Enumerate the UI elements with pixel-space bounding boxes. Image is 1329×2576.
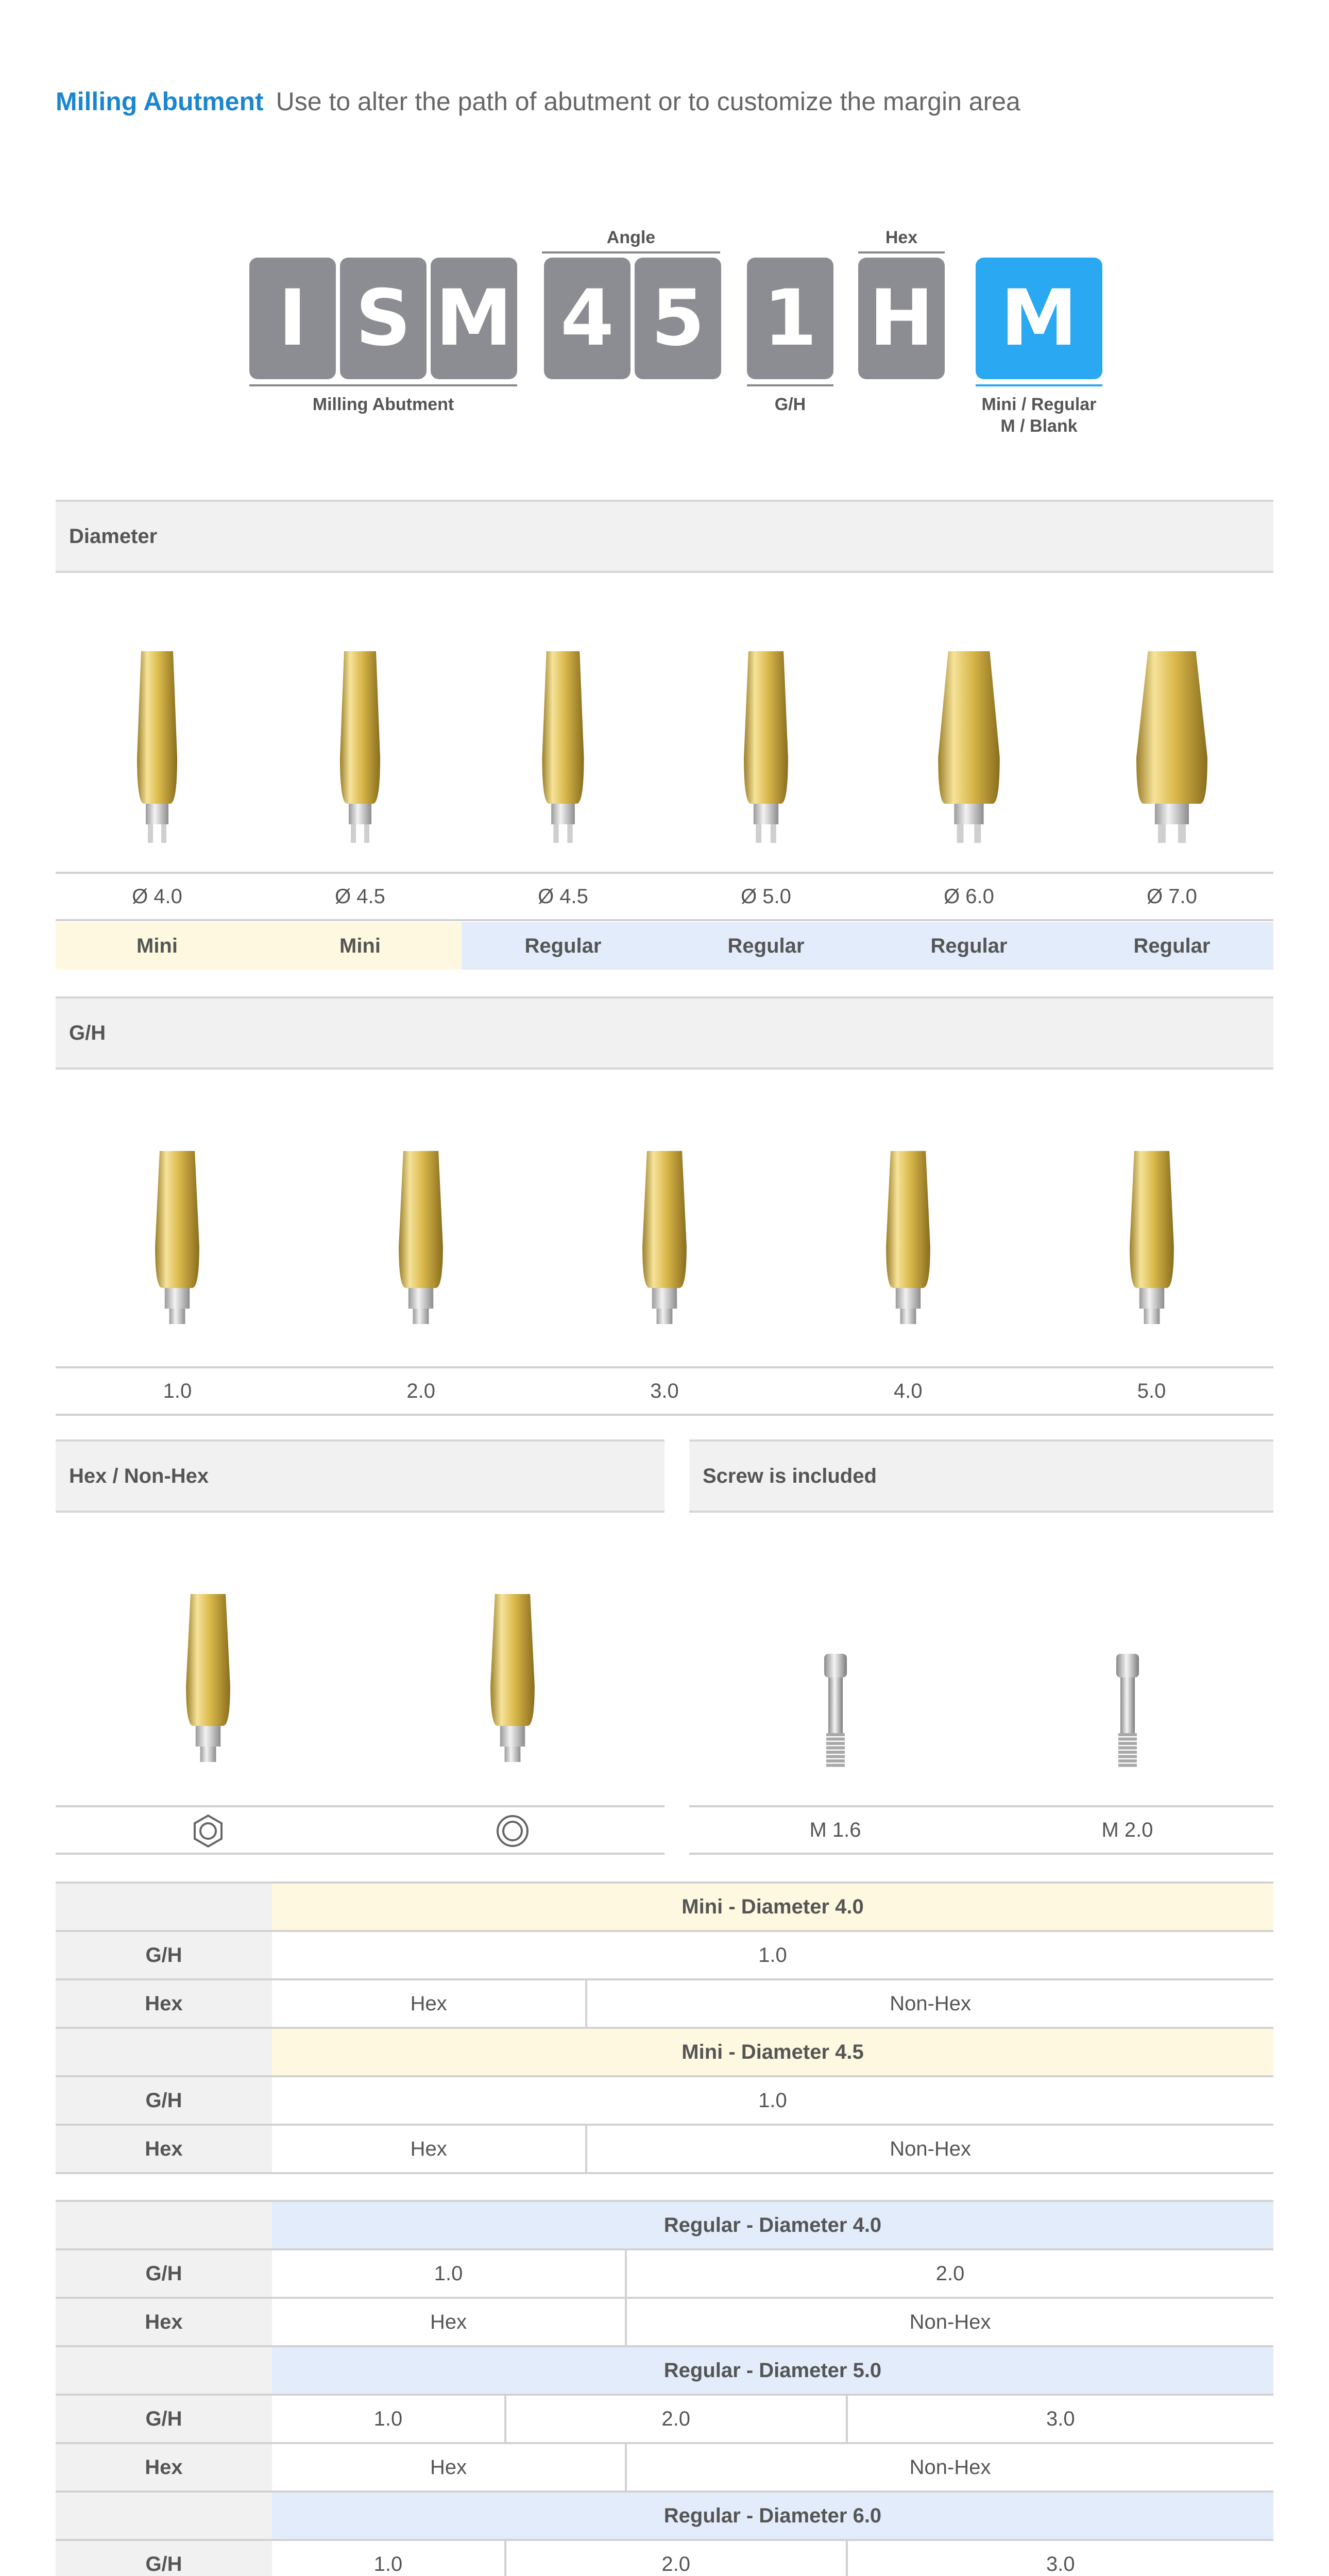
code-letter-7: H bbox=[858, 258, 945, 379]
abutment-image bbox=[664, 618, 867, 866]
gh-values bbox=[56, 1366, 1273, 1416]
abutment-image bbox=[299, 1144, 543, 1360]
type-regular: Regular bbox=[462, 922, 664, 970]
abutment-image bbox=[786, 1144, 1030, 1360]
screw-image bbox=[689, 1587, 981, 1803]
code-letter-4: 4 bbox=[544, 258, 631, 379]
screw-image bbox=[981, 1587, 1273, 1803]
type-mini: Mini bbox=[56, 922, 259, 970]
hex-cell: Hex bbox=[272, 2125, 586, 2173]
gh-cell: 3.0 bbox=[847, 2395, 1273, 2443]
gh-cell: 3.0 bbox=[847, 2540, 1273, 2576]
diameter-values bbox=[56, 872, 1273, 921]
gh-cell: 1.0 bbox=[272, 2076, 1273, 2125]
abutment-image bbox=[56, 618, 259, 866]
angle-line bbox=[542, 251, 720, 253]
blank-cell bbox=[56, 2346, 272, 2395]
gh-heading: G/H bbox=[56, 996, 1273, 1070]
diameter-images bbox=[56, 618, 1273, 866]
abutment-image bbox=[360, 1587, 664, 1803]
gh-value: 5.0 bbox=[1137, 1380, 1166, 1402]
row-key: Hex bbox=[56, 2125, 272, 2173]
hex-line bbox=[858, 251, 945, 253]
title-label: Milling Abutment bbox=[56, 87, 264, 116]
row-key: G/H bbox=[56, 1931, 272, 1979]
type-caption-2: M / Blank bbox=[1000, 416, 1078, 436]
abutment-image bbox=[56, 1587, 360, 1803]
gh-value: 1.0 bbox=[163, 1380, 192, 1402]
row-key: Hex bbox=[56, 1979, 272, 2028]
row-key: G/H bbox=[56, 2249, 272, 2298]
gh-caption: G/H bbox=[774, 395, 806, 414]
code-letter-3: M bbox=[431, 258, 517, 379]
milling-caption: Milling Abutment bbox=[312, 395, 454, 414]
screw-heading: Screw is included bbox=[689, 1439, 1273, 1513]
type-mini: Mini bbox=[259, 922, 462, 970]
blank-cell bbox=[56, 2028, 272, 2076]
gh-cell: 1.0 bbox=[272, 2395, 505, 2443]
hex-cell: Non-Hex bbox=[586, 2125, 1273, 2173]
abutment-image bbox=[543, 1144, 787, 1360]
diameter-value: Ø 7.0 bbox=[1147, 885, 1197, 908]
row-key: G/H bbox=[56, 2076, 272, 2125]
page-title bbox=[56, 87, 1020, 116]
gh-value: 4.0 bbox=[893, 1380, 923, 1402]
table-title: Mini - Diameter 4.5 bbox=[272, 2028, 1273, 2076]
milling-line bbox=[249, 384, 517, 386]
type-regular: Regular bbox=[1070, 922, 1273, 970]
gh-line bbox=[747, 384, 833, 386]
blank-cell bbox=[56, 1883, 272, 1931]
hex-images bbox=[56, 1587, 664, 1803]
diameter-value: Ø 4.5 bbox=[335, 885, 385, 908]
code-letter-2: S bbox=[340, 258, 427, 379]
blank-cell bbox=[56, 2201, 272, 2249]
table-title: Regular - Diameter 6.0 bbox=[272, 2492, 1273, 2540]
row-key: Hex bbox=[56, 2443, 272, 2492]
row-key: G/H bbox=[56, 2395, 272, 2443]
diameter-heading: Diameter bbox=[56, 500, 1273, 573]
diameter-value: Ø 6.0 bbox=[944, 885, 994, 908]
abutment-image bbox=[462, 618, 664, 866]
type-regular: Regular bbox=[664, 922, 867, 970]
diameter-value: Ø 4.0 bbox=[132, 885, 182, 908]
regular-table bbox=[56, 2200, 1273, 2576]
gh-cell: 2.0 bbox=[505, 2395, 847, 2443]
gh-cell: 2.0 bbox=[505, 2540, 847, 2576]
gh-cell: 2.0 bbox=[626, 2249, 1273, 2298]
row-key: G/H bbox=[56, 2540, 272, 2576]
diameter-value: Ø 5.0 bbox=[741, 885, 791, 908]
blank-cell bbox=[56, 2492, 272, 2540]
table-title: Mini - Diameter 4.0 bbox=[272, 1883, 1273, 1931]
hex-cell: Non-Hex bbox=[586, 1979, 1273, 2028]
angle-caption: Angle bbox=[606, 228, 656, 247]
gh-images bbox=[56, 1144, 1273, 1360]
gh-cell: 1.0 bbox=[272, 2249, 626, 2298]
hex-cell: Non-Hex bbox=[626, 2298, 1273, 2346]
diameter-types bbox=[56, 922, 1273, 970]
abutment-image bbox=[867, 618, 1070, 866]
code-letter-6: 1 bbox=[747, 258, 833, 379]
hex-cell: Hex bbox=[272, 1979, 586, 2028]
gh-cell: 1.0 bbox=[272, 1931, 1273, 1979]
product-code bbox=[0, 227, 1329, 453]
subtitle-label: Use to alter the path of abutment or to customize the margin area bbox=[276, 87, 1020, 116]
abutment-image bbox=[1030, 1144, 1273, 1360]
gh-value: 3.0 bbox=[650, 1380, 679, 1402]
hex-caption: Hex bbox=[885, 228, 918, 247]
type-line bbox=[976, 384, 1102, 386]
abutment-image bbox=[56, 1144, 299, 1360]
mini-table bbox=[56, 1882, 1273, 2174]
hex-cell: Non-Hex bbox=[626, 2443, 1273, 2492]
row-key: Hex bbox=[56, 2298, 272, 2346]
table-title: Regular - Diameter 4.0 bbox=[272, 2201, 1273, 2249]
circle-icon bbox=[360, 1807, 664, 1853]
gh-value: 2.0 bbox=[406, 1380, 435, 1402]
type-caption-1: Mini / Regular bbox=[981, 395, 1097, 414]
code-letter-8: M bbox=[976, 258, 1102, 379]
code-letter-5: 5 bbox=[635, 258, 721, 379]
type-regular: Regular bbox=[867, 922, 1070, 970]
hex-icons bbox=[56, 1805, 664, 1855]
hex-heading: Hex / Non-Hex bbox=[56, 1439, 664, 1513]
abutment-image bbox=[259, 618, 462, 866]
screw-value: M 1.6 bbox=[809, 1819, 861, 1841]
abutment-image bbox=[1070, 618, 1273, 866]
hex-cell: Hex bbox=[272, 2443, 626, 2492]
code-letter-1: I bbox=[249, 258, 336, 379]
gh-cell: 1.0 bbox=[272, 2540, 505, 2576]
diameter-value: Ø 4.5 bbox=[538, 885, 588, 908]
table-title: Regular - Diameter 5.0 bbox=[272, 2346, 1273, 2395]
screw-images bbox=[689, 1587, 1273, 1803]
hexagon-icon bbox=[56, 1807, 360, 1853]
hex-cell: Hex bbox=[272, 2298, 626, 2346]
screw-values bbox=[689, 1805, 1273, 1855]
screw-value: M 2.0 bbox=[1101, 1819, 1153, 1841]
